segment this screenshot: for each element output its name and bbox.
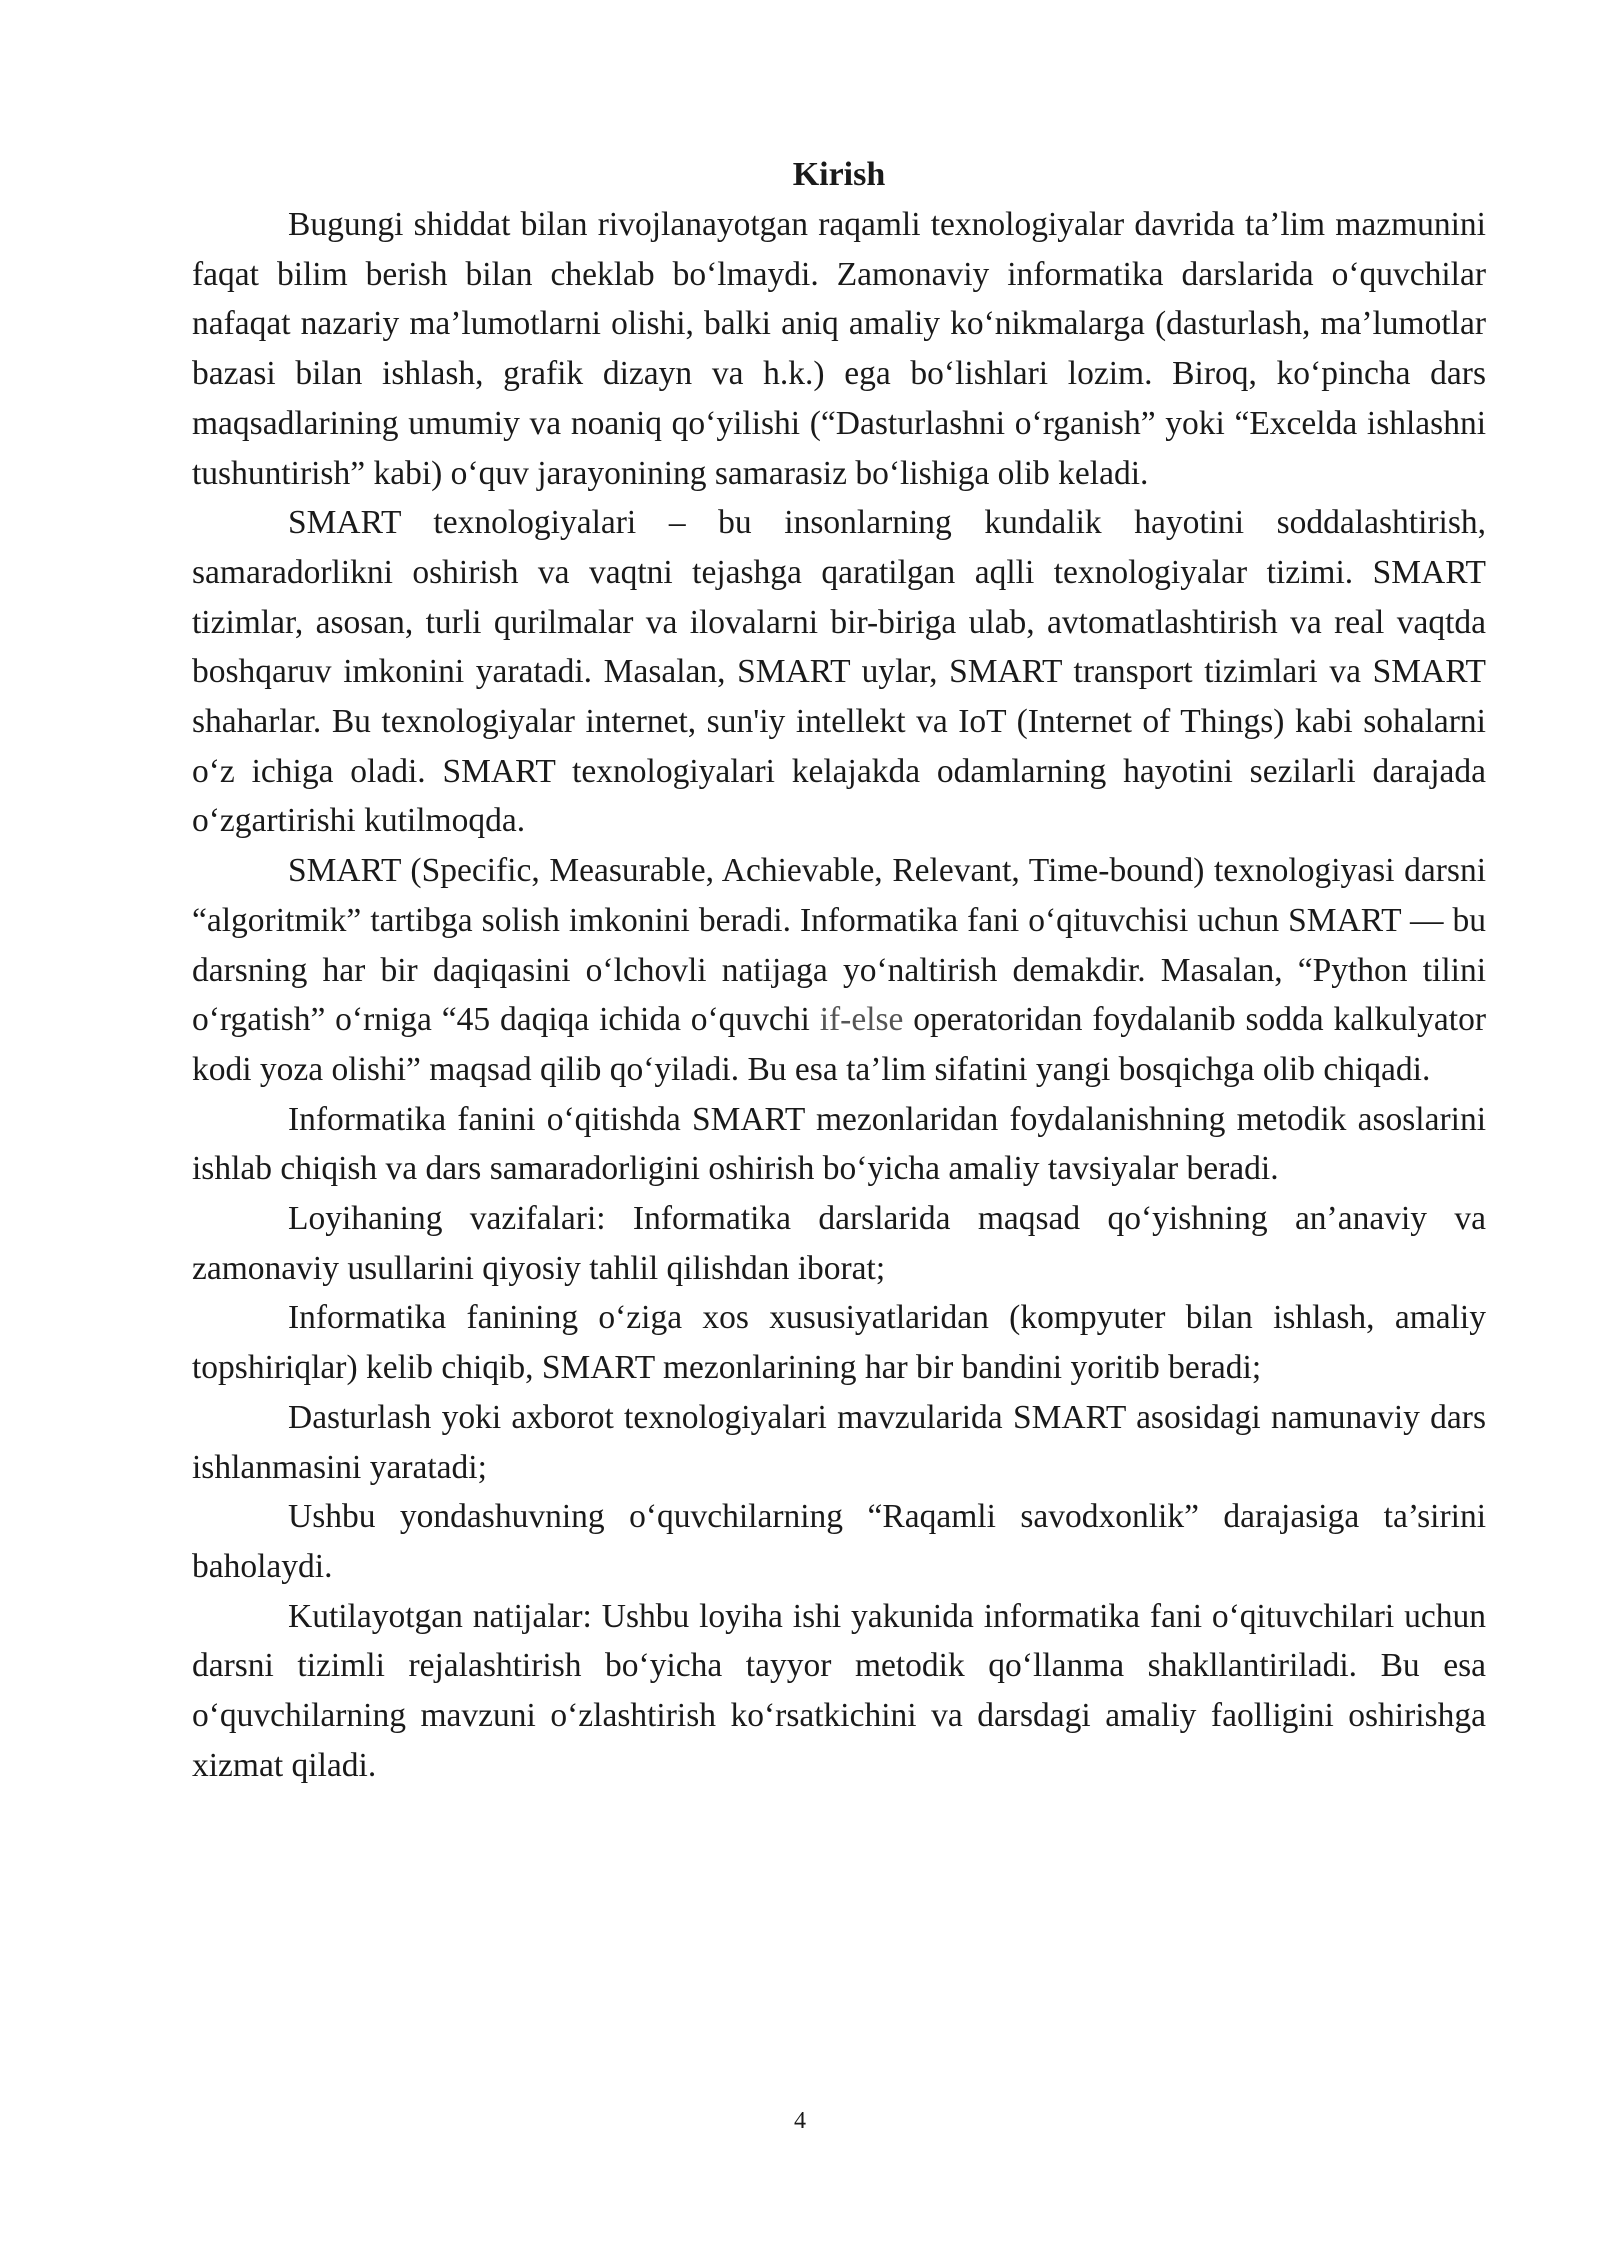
page-number: 4 [794,2108,806,2134]
document-body [192,150,1486,1791]
paragraph-text: SMART (Specific, Measurable, Achievable, Relevant, Time-bound) texnologiyasi darsni “algoritmik” tartibga solish imkonini beradi. Informatika fani o‘qituvchisi uchun SMART — bu darsning har bir daqiqasini o‘lchovli natijaga yo‘naltirish demakdir. Masalan, “Python tilini o‘rgatish” o‘rniga “45 daqiqa ichida o‘quvchi [192,852,1486,1039]
paragraph-task-assessment: Ushbu yondashuvning o‘quvchilarning “Raqamli savodxonlik” darajasiga ta’sirini baholaydi. [192,1498,1486,1585]
code-snippet: if-else [819,1001,904,1039]
paragraph-tasks: Loyihaning vazifalari: Informatika darslarida maqsad qo‘yishning an’anaviy va zamonaviy usullarini qiyosiy tahlil qilishdan iborat; [192,1200,1486,1287]
paragraph-goal: Informatika fanini o‘qitishda SMART mezonlaridan foydalanishning metodik asoslarini ishlab chiqish va dars samaradorligini oshirish bo‘yicha amaliy tavsiyalar beradi. [192,1100,1486,1188]
paragraph-smart-technologies: SMART texnologiyalari – bu insonlarning kundalik hayotini soddalashtirish, samaradorlikni oshirish va vaqtni tejashga qaratilgan aqlli texnologiyalar tizimi. SMART tizimlar, asosan, turli qurilmalar va ilovalarni bir-biriga ulab, avtomatlashtirish va real vaqtda boshqaruv imkonini yaratadi. Masalan, SMART uylar, SMART transport tizimlari va SMART shaharlar. Bu texnologiyalar internet, sun'iy intellekt va IoT (Internet of Things) kabi sohalarni o‘z ichiga oladi. SMART texnologiyalari kelajakda odamlarning hayotini sezilarli darajada o‘zgartirishi kutilmoqda. [192,504,1486,840]
paragraph-smart-criteria [192,846,1486,1095]
paragraph-expected-results: Kutilayotgan natijalar: Ushbu loyiha ishi yakunida informatika fani o‘qituvchilari uchun darsni tizimli rejalashtirish bo‘yicha tayyor metodik qo‘llanma shakllantiriladi. Bu esa o‘quvchilarning mavzuni o‘zlashtirish ko‘rsatkichini va darsdagi amaliy faolligini oshirishga xizmat qiladi. [192,1597,1486,1784]
section-title: Kirish [792,156,886,193]
paragraph-task-lesson: Dasturlash yoki axborot texnologiyalari mavzularida SMART asosidagi namunaviy dars ishlanmasini yaratadi; [192,1398,1486,1486]
paragraph-task-criteria: Informatika fanining o‘ziga xos xususiyatlaridan (kompyuter bilan ishlash, amaliy topshiriqlar) kelib chiqib, SMART mezonlarining har bir bandini yoritib beradi; [192,1299,1486,1387]
paragraph-intro: Bugungi shiddat bilan rivojlanayotgan raqamli texnologiyalar davrida ta’lim mazmunini faqat bilim berish bilan cheklab bo‘lmaydi. Zamonaviy informatika darslarida o‘quvchilar nafaqat nazariy ma’lumotlarni olishi, balki aniq amaliy ko‘nikmalarga (dasturlash, ma’lumotlar bazasi bilan ishlash, grafik dizayn va h.k.) ega bo‘lishlari lozim. Biroq, ko‘pincha dars maqsadlarining umumiy va noaniq qo‘yilishi (“Dasturlashni o‘rganish” yoki “Excelda ishlashni tushuntirish” kabi) o‘quv jarayonining samarasiz bo‘lishiga olib keladi. [192,206,1486,492]
paragraph-text: operatoridan foydalanib sodda kalkulyator kodi yoza olishi” maqsad qilib qo‘yiladi. Bu esa ta’lim sifatini yangi bosqichga olib chiqadi. [192,1001,1487,1088]
